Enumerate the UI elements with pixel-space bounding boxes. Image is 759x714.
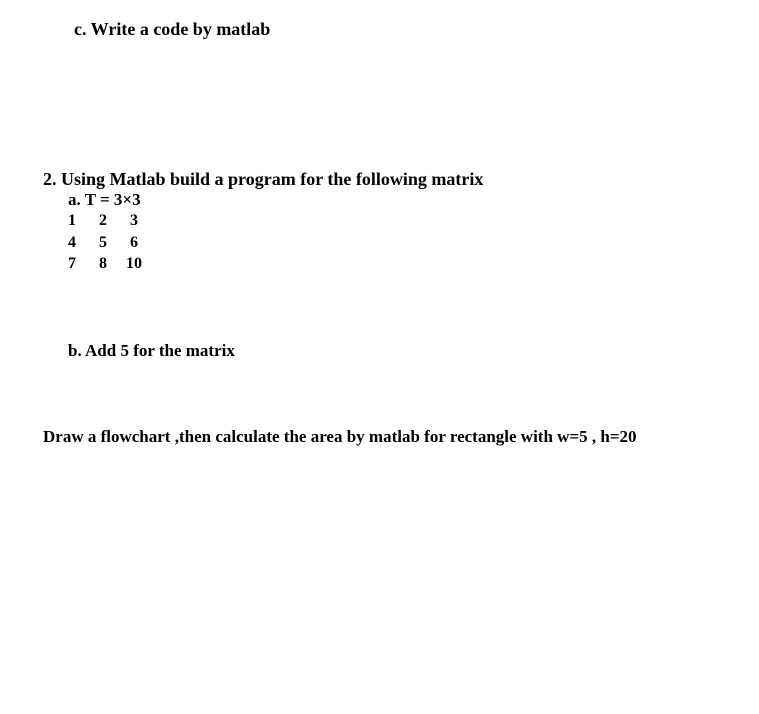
question-2-part-a: a. T = 3×3: [68, 190, 141, 209]
matrix-cell: 8: [99, 255, 107, 272]
flowchart-task-text: Draw a flowchart ,then calculate the area by matlab for rectangle with w=5 , h=20: [43, 427, 637, 446]
question-2-heading: 2. Using Matlab build a program for the following matrix: [43, 169, 484, 189]
matrix-cell: 10: [126, 255, 142, 272]
matrix-cell: 6: [130, 234, 138, 251]
matrix-cell: 3: [130, 212, 138, 229]
matrix-cell: 5: [99, 234, 107, 251]
matrix-cell: 2: [99, 212, 107, 229]
item-c-text: c. Write a code by matlab: [74, 19, 271, 39]
matrix-cell: 1: [68, 212, 76, 229]
matrix-cell: 4: [68, 234, 76, 251]
question-2-part-b: b. Add 5 for the matrix: [68, 341, 235, 360]
matrix-cell: 7: [68, 255, 76, 272]
